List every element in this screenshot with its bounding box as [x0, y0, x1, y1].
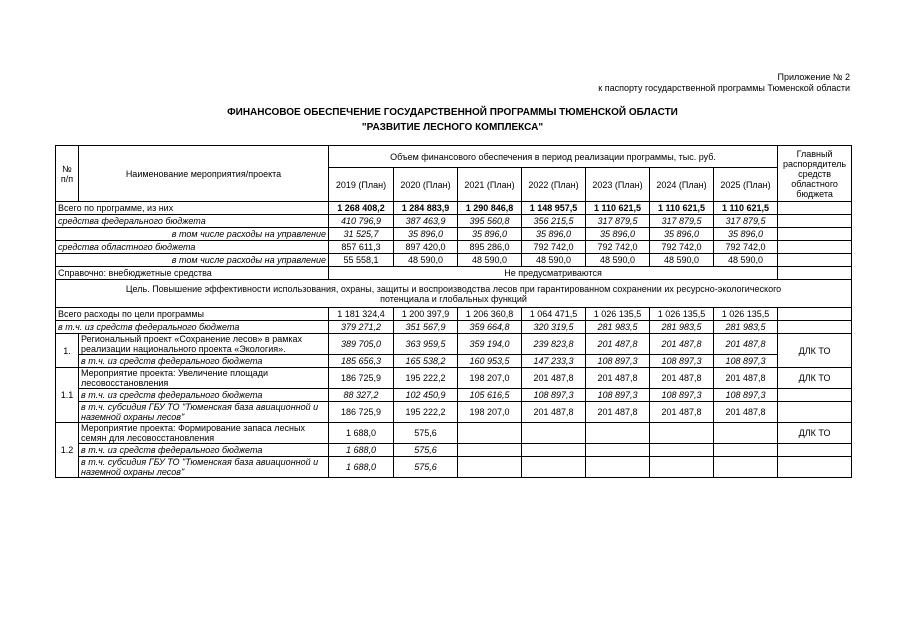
table-row: [56, 444, 852, 457]
value-cell: 1 688,0: [329, 423, 394, 444]
value-cell: 165 538,2: [394, 355, 458, 368]
value-cell: 1 200 397,9: [394, 308, 458, 321]
value-cell: 35 896,0: [458, 228, 522, 241]
row-label: Всего по программе, из них: [56, 202, 329, 215]
row-label: Региональный проект «Сохранение лесов» в рамках реализации национального проекта «Экология».: [79, 334, 329, 355]
value-cell: [714, 444, 778, 457]
value-cell: 147 233,3: [522, 355, 586, 368]
row-number: 1.2: [56, 423, 79, 478]
value-cell: 201 487,8: [714, 368, 778, 389]
value-cell: 108 897,3: [650, 355, 714, 368]
value-cell: [714, 423, 778, 444]
program-name: "РАЗВИТИЕ ЛЕСНОГО КОМПЛЕКСА": [361, 122, 544, 133]
header-manager: Главный распорядитель средств областного бюджета: [778, 146, 852, 202]
value-cell: 195 222,2: [394, 402, 458, 423]
value-cell: 108 897,3: [586, 389, 650, 402]
value-cell: 201 487,8: [714, 334, 778, 355]
header-year: 2025 (План): [714, 168, 778, 202]
value-cell: 281 983,5: [586, 321, 650, 334]
value-cell: 201 487,8: [522, 368, 586, 389]
value-cell: [650, 457, 714, 478]
table-row: [56, 215, 852, 228]
header-year: 2021 (План): [458, 168, 522, 202]
manager-cell: ДЛК ТО: [778, 423, 852, 444]
value-cell: 1 148 957,5: [522, 202, 586, 215]
value-cell: 351 567,9: [394, 321, 458, 334]
value-cell: 48 590,0: [586, 254, 650, 267]
value-cell: [458, 423, 522, 444]
value-cell: [586, 423, 650, 444]
value-cell: 1 026 135,5: [650, 308, 714, 321]
value-cell: 356 215,5: [522, 215, 586, 228]
row-number: 1.1: [56, 368, 79, 423]
annex-subtitle: к паспорту государственной программы Тюменской области: [598, 83, 850, 93]
value-cell: 201 487,8: [650, 334, 714, 355]
value-cell: 201 487,8: [522, 402, 586, 423]
value-cell: 410 796,9: [329, 215, 394, 228]
table-row: [56, 334, 852, 355]
value-cell: [522, 444, 586, 457]
value-cell: 1 110 621,5: [650, 202, 714, 215]
document-title: ФИНАНСОВОЕ ОБЕСПЕЧЕНИЕ ГОСУДАРСТВЕННОЙ ПРОГРАММЫ ТЮМЕНСКОЙ ОБЛАСТИ: [227, 107, 678, 118]
value-cell: 48 590,0: [522, 254, 586, 267]
financing-table: [55, 145, 852, 478]
value-cell: 1 268 408,2: [329, 202, 394, 215]
header-name: Наименование мероприятия/проекта: [79, 146, 329, 202]
value-cell: 31 525,7: [329, 228, 394, 241]
value-cell: 198 207,0: [458, 368, 522, 389]
value-cell: 320 319,5: [522, 321, 586, 334]
value-cell: 48 590,0: [394, 254, 458, 267]
table-row: [56, 254, 852, 267]
header-year: 2023 (План): [586, 168, 650, 202]
value-cell: 1 181 324,4: [329, 308, 394, 321]
value-cell: 1 110 621,5: [586, 202, 650, 215]
value-cell: 108 897,3: [522, 389, 586, 402]
value-cell: 897 420,0: [394, 241, 458, 254]
value-cell: 379 271,2: [329, 321, 394, 334]
value-cell: 239 823,8: [522, 334, 586, 355]
manager-cell: [778, 402, 852, 423]
value-cell: 575,6: [394, 444, 458, 457]
row-label: в т.ч. из средств федерального бюджета: [79, 444, 329, 457]
value-cell: 105 616,5: [458, 389, 522, 402]
table-row: [56, 368, 852, 389]
value-cell: 48 590,0: [714, 254, 778, 267]
header-year: 2019 (План): [329, 168, 394, 202]
row-label: в т.ч. из средств федерального бюджета: [56, 321, 329, 334]
value-cell: 317 879,5: [586, 215, 650, 228]
value-cell: [714, 457, 778, 478]
manager-cell: [778, 254, 852, 267]
manager-cell: ДЛК ТО: [778, 334, 852, 368]
value-cell: [522, 423, 586, 444]
value-cell: 792 742,0: [650, 241, 714, 254]
manager-cell: [778, 308, 852, 321]
value-cell: 35 896,0: [714, 228, 778, 241]
value-cell: [458, 457, 522, 478]
row-number: 1.: [56, 334, 79, 368]
manager-cell: [778, 389, 852, 402]
value-cell: 201 487,8: [586, 334, 650, 355]
manager-cell: ДЛК ТО: [778, 368, 852, 389]
manager-cell: [778, 457, 852, 478]
value-cell: 792 742,0: [714, 241, 778, 254]
manager-cell: [778, 267, 852, 280]
value-cell: [650, 423, 714, 444]
value-cell: 186 725,9: [329, 402, 394, 423]
manager-cell: [778, 202, 852, 215]
value-cell: 1 206 360,8: [458, 308, 522, 321]
value-cell: [522, 457, 586, 478]
table-row: [56, 457, 852, 478]
value-cell: Не предусматриваются: [329, 267, 778, 280]
value-cell: 48 590,0: [458, 254, 522, 267]
value-cell: 185 656,3: [329, 355, 394, 368]
value-cell: 186 725,9: [329, 368, 394, 389]
row-label: в т.ч. субсидия ГБУ ТО "Тюменская база авиационной и наземной охраны лесов": [79, 457, 329, 478]
row-label: в т.ч. из средств федерального бюджета: [79, 389, 329, 402]
goal-text: Цель. Повышение эффективности использования, охраны, защиты и воспроизводства лесов при гарантированном сохранении их ресурсно-экологического потенциала и глобальных функций: [56, 280, 852, 308]
value-cell: 1 110 621,5: [714, 202, 778, 215]
table-row: [56, 241, 852, 254]
header-num: № п/п: [56, 146, 79, 202]
table-row: [56, 355, 852, 368]
row-label: Мероприятие проекта: Увеличение площади лесовосстановления: [79, 368, 329, 389]
header-year: 2024 (План): [650, 168, 714, 202]
value-cell: 281 983,5: [714, 321, 778, 334]
value-cell: 195 222,2: [394, 368, 458, 389]
header-year: 2020 (План): [394, 168, 458, 202]
value-cell: 102 450,9: [394, 389, 458, 402]
value-cell: 575,6: [394, 457, 458, 478]
row-label: в том числе расходы на управление: [56, 254, 329, 267]
table-row: [56, 321, 852, 334]
row-label: Всего расходы по цели программы: [56, 308, 329, 321]
value-cell: 55 558,1: [329, 254, 394, 267]
table-row: [56, 389, 852, 402]
value-cell: 201 487,8: [650, 368, 714, 389]
header-volume: Объем финансового обеспечения в период реализации программы, тыс. руб.: [329, 146, 778, 168]
value-cell: 108 897,3: [714, 389, 778, 402]
value-cell: 108 897,3: [714, 355, 778, 368]
value-cell: 1 290 846,8: [458, 202, 522, 215]
value-cell: 1 026 135,5: [586, 308, 650, 321]
table-row: [56, 267, 852, 280]
value-cell: 359 664,8: [458, 321, 522, 334]
value-cell: [586, 444, 650, 457]
table-row: [56, 423, 852, 444]
header-year: 2022 (План): [522, 168, 586, 202]
value-cell: 1 284 883,9: [394, 202, 458, 215]
annex-note: [598, 72, 850, 94]
value-cell: 35 896,0: [650, 228, 714, 241]
table-row: [56, 202, 852, 215]
value-cell: 160 953,5: [458, 355, 522, 368]
table-row: [56, 402, 852, 423]
row-label: в т.ч. субсидия ГБУ ТО "Тюменская база авиационной и наземной охраны лесов": [79, 402, 329, 423]
value-cell: 857 611,3: [329, 241, 394, 254]
value-cell: 395 560,8: [458, 215, 522, 228]
row-label: средства областного бюджета: [56, 241, 329, 254]
value-cell: 201 487,8: [586, 402, 650, 423]
value-cell: 281 983,5: [650, 321, 714, 334]
table-row: [56, 308, 852, 321]
value-cell: 575,6: [394, 423, 458, 444]
value-cell: 895 286,0: [458, 241, 522, 254]
value-cell: [586, 457, 650, 478]
value-cell: 317 879,5: [650, 215, 714, 228]
value-cell: 1 026 135,5: [714, 308, 778, 321]
annex-title: Приложение № 2: [777, 72, 850, 82]
value-cell: 198 207,0: [458, 402, 522, 423]
value-cell: 201 487,8: [714, 402, 778, 423]
value-cell: 389 705,0: [329, 334, 394, 355]
value-cell: 108 897,3: [586, 355, 650, 368]
value-cell: 201 487,8: [586, 368, 650, 389]
row-label: Справочно: внебюджетные средства: [56, 267, 329, 280]
goal-row: [56, 280, 852, 308]
table-row: [56, 228, 852, 241]
row-label: в т.ч. из средств федерального бюджета: [79, 355, 329, 368]
value-cell: 363 959,5: [394, 334, 458, 355]
value-cell: 317 879,5: [714, 215, 778, 228]
value-cell: 35 896,0: [394, 228, 458, 241]
row-label: средства федерального бюджета: [56, 215, 329, 228]
manager-cell: [778, 241, 852, 254]
value-cell: 1 064 471,5: [522, 308, 586, 321]
value-cell: 1 688,0: [329, 444, 394, 457]
value-cell: 359 194,0: [458, 334, 522, 355]
value-cell: 387 463,9: [394, 215, 458, 228]
row-label: Мероприятие проекта: Формирование запаса лесных семян для лесовосстановления: [79, 423, 329, 444]
value-cell: 35 896,0: [522, 228, 586, 241]
manager-cell: [778, 215, 852, 228]
row-label: в том числе расходы на управление: [56, 228, 329, 241]
manager-cell: [778, 321, 852, 334]
value-cell: [650, 444, 714, 457]
value-cell: 792 742,0: [586, 241, 650, 254]
value-cell: 88 327,2: [329, 389, 394, 402]
manager-cell: [778, 228, 852, 241]
value-cell: 35 896,0: [586, 228, 650, 241]
value-cell: 108 897,3: [650, 389, 714, 402]
manager-cell: [778, 444, 852, 457]
value-cell: 1 688,0: [329, 457, 394, 478]
value-cell: [458, 444, 522, 457]
value-cell: 48 590,0: [650, 254, 714, 267]
value-cell: 201 487,8: [650, 402, 714, 423]
value-cell: 792 742,0: [522, 241, 586, 254]
